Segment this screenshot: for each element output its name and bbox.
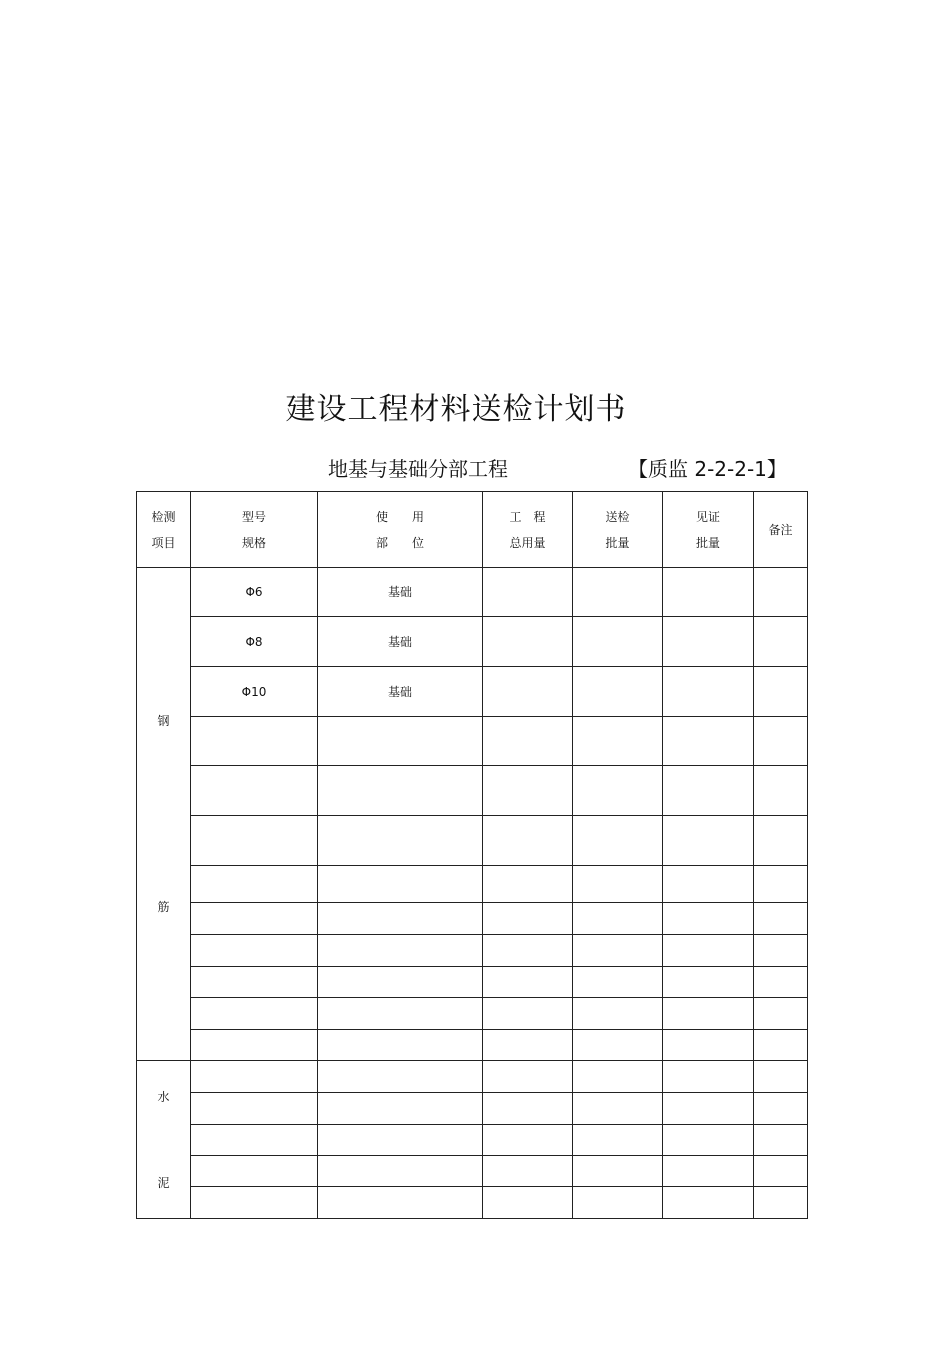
remark-cell (754, 1030, 808, 1061)
send-cell (573, 766, 663, 816)
usage-cell (318, 967, 483, 998)
remark-cell (754, 935, 808, 967)
total-cell (483, 967, 573, 998)
table-row (137, 766, 808, 816)
form-code: 【质监 2-2-2-1】 (628, 457, 787, 481)
spec-cell (191, 903, 318, 935)
table-row (137, 1156, 808, 1187)
send-cell (573, 866, 663, 903)
usage-cell (318, 1093, 483, 1125)
witness-cell (663, 1061, 754, 1093)
usage-cell (318, 816, 483, 866)
usage-cell (318, 717, 483, 766)
spec-cell (191, 1093, 318, 1125)
group-label: 水 泥 (137, 1061, 191, 1219)
send-cell (573, 1061, 663, 1093)
total-cell (483, 816, 573, 866)
witness-cell (663, 1156, 754, 1187)
header-spec: 型号 规格 (191, 492, 318, 568)
send-cell (573, 1156, 663, 1187)
witness-cell (663, 617, 754, 667)
header-remark: 备注 (754, 492, 808, 568)
total-cell (483, 1061, 573, 1093)
total-cell (483, 766, 573, 816)
header-row (137, 492, 808, 568)
remark-cell (754, 816, 808, 866)
usage-cell (318, 903, 483, 935)
send-cell (573, 1187, 663, 1219)
usage-cell (318, 1156, 483, 1187)
spec-cell (191, 935, 318, 967)
remark-cell (754, 667, 808, 717)
total-cell (483, 717, 573, 766)
table-row (137, 866, 808, 903)
spec-cell (191, 1030, 318, 1061)
usage-cell (318, 766, 483, 816)
total-cell (483, 1187, 573, 1219)
table-row (137, 935, 808, 967)
witness-cell (663, 717, 754, 766)
remark-cell (754, 1156, 808, 1187)
table-row (137, 1187, 808, 1219)
send-cell (573, 717, 663, 766)
usage-cell (318, 935, 483, 967)
usage-cell: 基础 (318, 617, 483, 667)
remark-cell (754, 1061, 808, 1093)
spec-cell (191, 1061, 318, 1093)
remark-cell (754, 568, 808, 617)
witness-cell (663, 935, 754, 967)
table-row (137, 1061, 808, 1093)
remark-cell (754, 766, 808, 816)
total-cell (483, 1093, 573, 1125)
send-cell (573, 903, 663, 935)
table-row (137, 1093, 808, 1125)
send-cell (573, 967, 663, 998)
total-cell (483, 1030, 573, 1061)
document-title: 建设工程材料送检计划书 (285, 392, 627, 427)
header-usage: 使 用 部 位 (318, 492, 483, 568)
spec-cell: Φ8 (191, 617, 318, 667)
usage-cell: 基础 (318, 568, 483, 617)
inspection-plan-table (136, 491, 808, 1219)
total-cell (483, 903, 573, 935)
remark-cell (754, 1187, 808, 1219)
table-row (137, 998, 808, 1030)
usage-cell (318, 1125, 483, 1156)
group-label: 钢 筋 (137, 568, 191, 1061)
remark-cell (754, 1125, 808, 1156)
spec-cell (191, 1187, 318, 1219)
send-cell (573, 1093, 663, 1125)
send-cell (573, 1030, 663, 1061)
spec-cell (191, 1156, 318, 1187)
usage-cell (318, 1030, 483, 1061)
send-cell (573, 998, 663, 1030)
spec-cell (191, 967, 318, 998)
remark-cell (754, 967, 808, 998)
witness-cell (663, 1093, 754, 1125)
header-total: 工 程 总用量 (483, 492, 573, 568)
usage-cell (318, 1061, 483, 1093)
witness-cell (663, 998, 754, 1030)
total-cell (483, 1125, 573, 1156)
spec-cell: Φ10 (191, 667, 318, 717)
witness-cell (663, 967, 754, 998)
spec-cell: Φ6 (191, 568, 318, 617)
spec-cell (191, 866, 318, 903)
witness-cell (663, 1187, 754, 1219)
spec-cell (191, 998, 318, 1030)
table-row (137, 667, 808, 717)
header-send: 送检 批量 (573, 492, 663, 568)
send-cell (573, 816, 663, 866)
witness-cell (663, 866, 754, 903)
table-row (137, 717, 808, 766)
witness-cell (663, 816, 754, 866)
send-cell (573, 935, 663, 967)
total-cell (483, 568, 573, 617)
remark-cell (754, 998, 808, 1030)
header-witness: 见证 批量 (663, 492, 754, 568)
witness-cell (663, 903, 754, 935)
table-row (137, 1125, 808, 1156)
usage-cell (318, 998, 483, 1030)
spec-cell (191, 717, 318, 766)
table-row (137, 1030, 808, 1061)
remark-cell (754, 1093, 808, 1125)
total-cell (483, 998, 573, 1030)
send-cell (573, 568, 663, 617)
total-cell (483, 667, 573, 717)
witness-cell (663, 568, 754, 617)
send-cell (573, 1125, 663, 1156)
spec-cell (191, 816, 318, 866)
usage-cell: 基础 (318, 667, 483, 717)
spec-cell (191, 766, 318, 816)
remark-cell (754, 866, 808, 903)
table-row (137, 816, 808, 866)
document-subtitle: 地基与基础分部工程 (328, 457, 508, 481)
usage-cell (318, 1187, 483, 1219)
witness-cell (663, 667, 754, 717)
witness-cell (663, 766, 754, 816)
total-cell (483, 617, 573, 667)
table-row (137, 967, 808, 998)
total-cell (483, 935, 573, 967)
table-row (137, 568, 808, 617)
remark-cell (754, 903, 808, 935)
spec-cell (191, 1125, 318, 1156)
send-cell (573, 617, 663, 667)
header-item: 检测 项目 (137, 492, 191, 568)
witness-cell (663, 1125, 754, 1156)
table-row (137, 903, 808, 935)
usage-cell (318, 866, 483, 903)
send-cell (573, 667, 663, 717)
total-cell (483, 1156, 573, 1187)
witness-cell (663, 1030, 754, 1061)
table-row (137, 617, 808, 667)
remark-cell (754, 717, 808, 766)
remark-cell (754, 617, 808, 667)
total-cell (483, 866, 573, 903)
